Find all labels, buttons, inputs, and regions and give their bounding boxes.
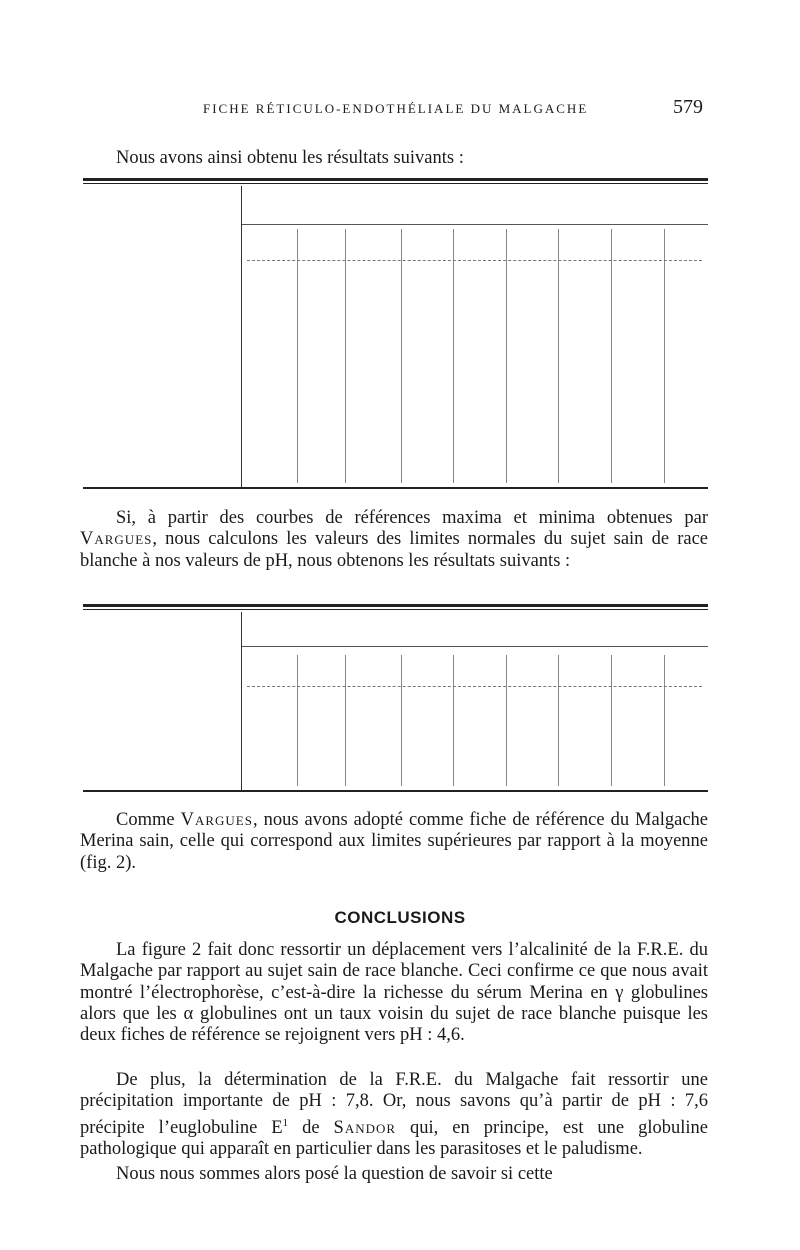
table-top-rule [83,183,708,184]
results-table [83,178,708,490]
table-column-separator [558,655,559,786]
table-column-separator [453,655,454,786]
table-column-separator [241,186,242,487]
intro-text: Nous avons ainsi obtenu les résultats suivants : [116,148,464,168]
table-column-separator [664,229,665,483]
table-column-separator [611,655,612,786]
table-column-separator [401,655,402,786]
column-header-rule [247,260,702,261]
table-column-separator [558,229,559,483]
table-column-separator [664,655,665,786]
paragraph-question: Nous nous sommes alors posé la question de savoir si cette [116,1164,553,1184]
table-column-separator [506,655,507,786]
paragraph-alkalinity: La figure 2 fait donc ressortir un déplacement vers l’alcalinité de la F.R.E. du Malgache par rapport au sujet sain de race blanche. Ceci confirme ce que nous avait montré l’électrophorèse, c’est-à-dire la richesse du sérum Merina en γ globulines alors que les α globulines ont un taux voisin du sujet de race blanche puisque les deux fiches de référence se rejoignent vers pH : 4,6. [80,940,708,1046]
table-column-separator [297,655,298,786]
table-top-rule [83,609,708,610]
conclusions-heading: CONCLUSIONS [334,908,466,927]
table-column-separator [345,655,346,786]
table-top-rule [83,604,708,607]
table-column-separator [401,229,402,483]
paragraph-precipitation: De plus, la détermination de la F.R.E. du Malgache fait ressortir une précipitation importante de pH : 7,8. Or, nous savons qu’à partir de pH : 7,6 précipite l’euglobuline $E^1$ de Sandor qui, en principe, est une globuline pathologique qui apparaît en particulier dans les parasitoses et le paludisme. [80,1070,708,1160]
table-column-separator [453,229,454,483]
column-header-rule [247,686,702,687]
table-header-rule [241,646,708,647]
paragraph-reference-sheet: Comme Vargues, nous avons adopté comme fiche de référence du Malgache Merina sain, celle qui correspond aux limites supérieures par rapport à la moyenne (fig. 2). [80,810,708,873]
page-number: 579 [673,96,703,118]
running-head: FICHE RÉTICULO-ENDOTHÉLIALE DU MALGACHE [203,101,589,116]
table-column-separator [297,229,298,483]
table-bottom-rule [83,487,708,489]
table-header-rule [241,224,708,225]
table-column-separator [506,229,507,483]
normal-limits-table [83,604,708,794]
table-column-separator [611,229,612,483]
table-bottom-rule [83,790,708,792]
table-top-rule [83,178,708,181]
paragraph-vargues-limits: Si, à partir des courbes de références maxima et minima obtenues par Vargues, nous calculons les valeurs des limites normales du sujet sain de race blanche à nos valeurs de pH, nous obtenons les résultats suivants : [80,508,708,571]
table-column-separator [345,229,346,483]
table-column-separator [241,612,242,790]
